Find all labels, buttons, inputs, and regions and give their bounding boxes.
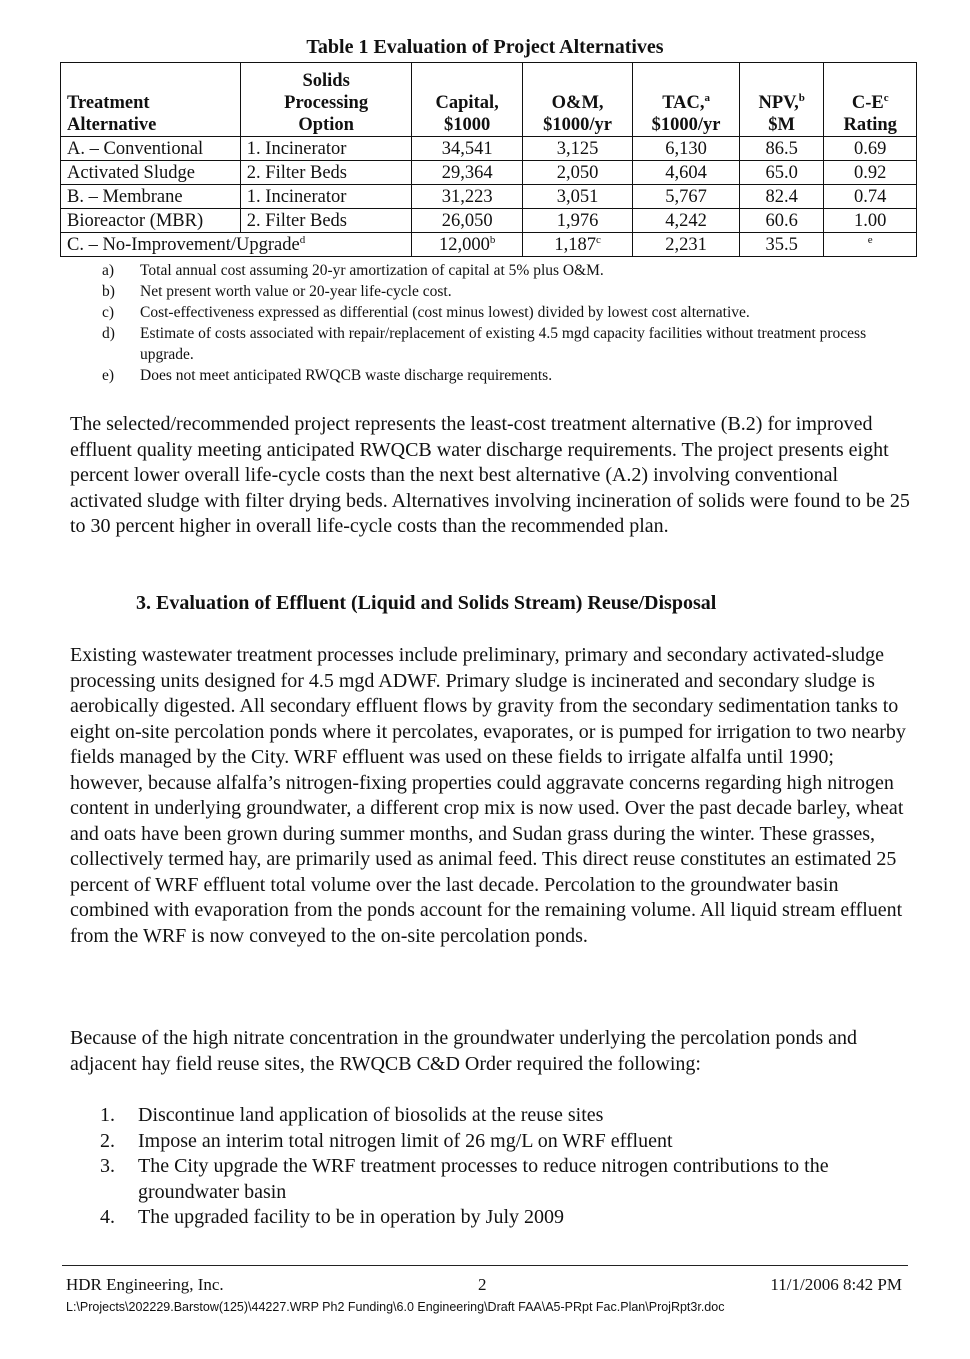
list-text: Impose an interim total nitrogen limit of 26 mg/L on WRF effluent bbox=[138, 1129, 673, 1152]
cell-alternative-sup: d bbox=[299, 233, 306, 246]
footer-company: HDR Engineering, Inc. bbox=[66, 1275, 224, 1294]
cell-ce: 1.00 bbox=[824, 209, 917, 233]
cell-alternative: Bioreactor (MBR) bbox=[61, 209, 241, 233]
cell-om: 2,050 bbox=[522, 161, 632, 185]
table-row bbox=[61, 185, 917, 209]
cell-tac: 2,231 bbox=[633, 233, 740, 257]
footnote-mark: b) bbox=[102, 283, 115, 300]
cell-om bbox=[522, 233, 632, 257]
footnote-text: Estimate of costs associated with repair/replacement of existing 4.5 mgd capacity facilities without treatment process upgrade. bbox=[140, 325, 867, 363]
list-text: The City upgrade the WRF treatment processes to reduce nitrogen contributions to the groundwater basin bbox=[138, 1155, 829, 1203]
cell-om-value: 1,187 bbox=[554, 234, 596, 255]
footnote-text: Cost-effectiveness expressed as differential (cost minus lowest) divided by lowest cost alternative. bbox=[140, 304, 750, 321]
footnote bbox=[102, 260, 922, 281]
header-ce-label: C-E bbox=[851, 93, 884, 113]
table-header-row bbox=[61, 63, 917, 137]
cell-ce-sup: e bbox=[867, 233, 873, 246]
cell-npv: 65.0 bbox=[739, 161, 824, 185]
cell-capital: 34,541 bbox=[412, 137, 522, 161]
paragraph-cd-order: Because of the high nitrate concentration in the groundwater underlying the percolation ponds and adjacent hay field reuse sites, the RWQCB C&D Order required the following: bbox=[70, 1027, 857, 1075]
footnote-mark: c) bbox=[102, 304, 115, 321]
list-item bbox=[100, 1205, 900, 1231]
cell-alternative bbox=[61, 233, 412, 257]
requirements-list bbox=[100, 1103, 900, 1231]
footnote-text: Total annual cost assuming 20-yr amortization of capital at 5% plus O&M. bbox=[140, 262, 604, 279]
cell-option: 2. Filter Beds bbox=[240, 161, 412, 185]
footer-divider bbox=[62, 1265, 908, 1266]
cell-option: 1. Incinerator bbox=[240, 185, 412, 209]
cell-om: 3,125 bbox=[522, 137, 632, 161]
header-tac-label: TAC, bbox=[662, 93, 705, 113]
footnote-text: Net present worth value or 20-year life-cycle cost. bbox=[140, 283, 452, 300]
cell-om-sup: c bbox=[595, 233, 601, 246]
header-npv-sup: b bbox=[798, 91, 805, 104]
list-number: 2. bbox=[100, 1129, 115, 1152]
cell-tac: 4,604 bbox=[633, 161, 740, 185]
table-title: Table 1 Evaluation of Project Alternatives bbox=[306, 36, 664, 58]
cell-capital bbox=[412, 233, 522, 257]
cell-capital-sup: b bbox=[489, 233, 496, 246]
cell-om: 1,976 bbox=[522, 209, 632, 233]
header-treatment: Treatment Alternative bbox=[61, 63, 241, 137]
alternatives-table bbox=[60, 62, 917, 257]
cell-npv: 35.5 bbox=[739, 233, 824, 257]
cell-capital: 29,364 bbox=[412, 161, 522, 185]
cell-npv: 82.4 bbox=[739, 185, 824, 209]
footnote bbox=[102, 302, 922, 323]
table-footnotes bbox=[102, 260, 922, 386]
cell-ce: 0.92 bbox=[824, 161, 917, 185]
header-ce-unit: Rating bbox=[843, 115, 897, 135]
list-text: Discontinue land application of biosolids at the reuse sites bbox=[138, 1104, 604, 1126]
footnote-mark: a) bbox=[102, 262, 115, 279]
cell-npv: 86.5 bbox=[739, 137, 824, 161]
footnote-mark: d) bbox=[102, 325, 115, 342]
footer-page-number: 2 bbox=[478, 1275, 487, 1294]
header-capital: Capital, $1000 bbox=[412, 63, 522, 137]
cell-alternative: B. – Membrane bbox=[61, 185, 241, 209]
table-row bbox=[61, 209, 917, 233]
paragraph-recommended-project: The selected/recommended project represents the least-cost treatment alternative (B.2) for improved effluent quality meeting anticipated RWQCB water discharge requirements. The project presents eight percent lower overall life-cycle costs than the next best alternative (A.2) involving conventional activated sludge with filter drying beds. Alternatives involving incineration of solids were found to be 25 to 30 percent higher in overall life-cycle costs than the recommended plan. bbox=[70, 413, 910, 537]
footnote bbox=[102, 281, 922, 302]
header-npv-label: NPV, bbox=[758, 93, 799, 113]
header-ce-sup: c bbox=[883, 91, 889, 104]
list-item bbox=[100, 1154, 900, 1205]
paragraph-existing-processes: Existing wastewater treatment processes include preliminary, primary and secondary activated-sludge processing units designed for 4.5 mgd ADWF. Primary sludge is incinerated and secondary sludge is aerobically digested. All secondary effluent flows by gravity from the secondary sedimentation tanks to eight on-site percolation ponds where it percolates, evaporates, or is pumped for irrigation to two nearby fields managed by the City. WRF effluent was used on these fields to irrigate alfalfa until 1990; however, because alfalfa’s nitrogen-fixing properties could aggravate concerns regarding high nitrogen content in underlying groundwater, a different crop mix is now used. Over the past decade barley, wheat and oats have been grown during summer months, and Sudan grass during the winter. These grasses, collectively termed hay, are primarily used as animal feed. This direct reuse constitutes an estimated 25 percent of WRF effluent total volume over the last decade. Percolation to the groundwater basin combined with evaporation from the ponds account for the remaining volume. All liquid stream effluent from the WRF is now conveyed to the on-site percolation ponds. bbox=[70, 644, 906, 947]
list-item bbox=[100, 1103, 900, 1129]
cell-ce: 0.69 bbox=[824, 137, 917, 161]
header-tac-sup: a bbox=[704, 91, 710, 104]
header-npv-unit: $M bbox=[768, 115, 795, 135]
cell-option: 1. Incinerator bbox=[240, 137, 412, 161]
cell-ce: 0.74 bbox=[824, 185, 917, 209]
header-npv bbox=[739, 63, 824, 137]
footnote-text: Does not meet anticipated RWQCB waste discharge requirements. bbox=[140, 367, 553, 384]
table-row bbox=[61, 161, 917, 185]
cell-npv: 60.6 bbox=[739, 209, 824, 233]
cell-alternative: Activated Sludge bbox=[61, 161, 241, 185]
list-text: The upgraded facility to be in operation by July 2009 bbox=[138, 1206, 565, 1228]
header-tac-unit: $1000/yr bbox=[651, 115, 721, 135]
cell-capital: 31,223 bbox=[412, 185, 522, 209]
cell-om: 3,051 bbox=[522, 185, 632, 209]
footnote bbox=[102, 365, 922, 386]
table-row-no-upgrade bbox=[61, 233, 917, 257]
cell-capital-value: 12,000 bbox=[438, 234, 490, 255]
cell-option: 2. Filter Beds bbox=[240, 209, 412, 233]
footer-file-path: L:\Projects\202229.Barstow(125)\44227.WRP Ph2 Funding\6.0 Engineering\Draft FAA\A5-PRpt Fac.Plan\ProjRpt3r.doc bbox=[66, 1300, 725, 1314]
cell-tac: 5,767 bbox=[633, 185, 740, 209]
footnote bbox=[102, 323, 922, 365]
section-heading: 3. Evaluation of Effluent (Liquid and Solids Stream) Reuse/Disposal bbox=[136, 592, 717, 614]
cell-alternative: A. – Conventional bbox=[61, 137, 241, 161]
header-solids: Solids Processing Option bbox=[240, 63, 412, 137]
header-ce bbox=[824, 63, 917, 137]
list-number: 3. bbox=[100, 1155, 115, 1177]
footer-datetime: 11/1/2006 8:42 PM bbox=[770, 1275, 902, 1294]
cell-tac: 6,130 bbox=[633, 137, 740, 161]
header-tac bbox=[633, 63, 740, 137]
cell-capital: 26,050 bbox=[412, 209, 522, 233]
list-item bbox=[100, 1129, 900, 1155]
header-om: O&M, $1000/yr bbox=[522, 63, 632, 137]
cell-alternative-label: C. – No-Improvement/Upgrade bbox=[67, 234, 300, 255]
footnote-mark: e) bbox=[102, 367, 115, 384]
cell-tac: 4,242 bbox=[633, 209, 740, 233]
list-number: 1. bbox=[100, 1104, 115, 1126]
list-number: 4. bbox=[100, 1206, 115, 1228]
cell-ce bbox=[824, 233, 917, 257]
table-row bbox=[61, 137, 917, 161]
